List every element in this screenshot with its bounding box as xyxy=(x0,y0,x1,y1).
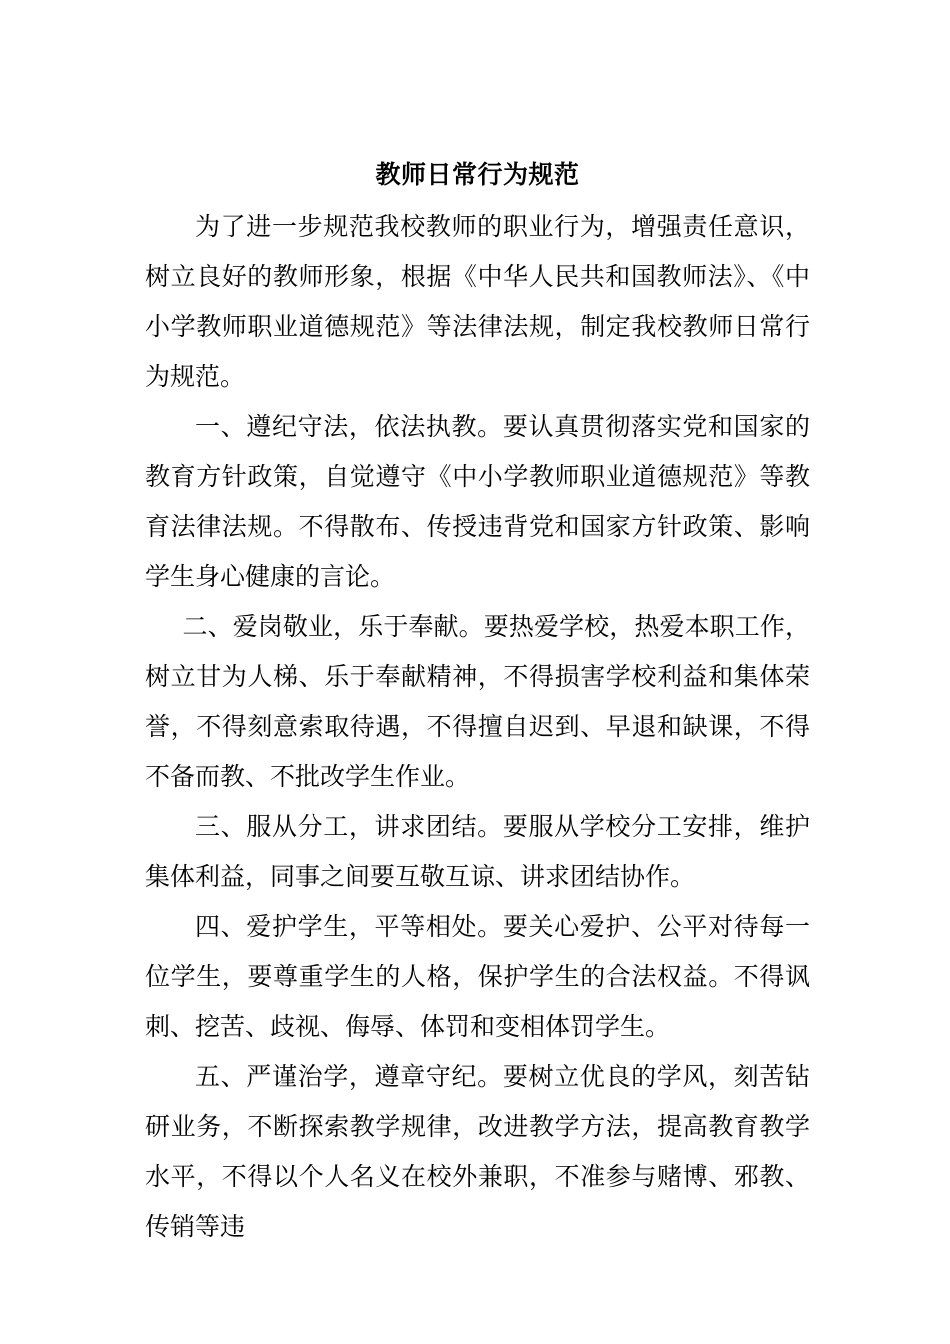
rule-5-paragraph: 五、严谨治学，遵章守纪。要树立优良的学风，刻苦钻研业务，不断探索教学规律，改进教学方法，提高教育教学水平，不得以个人名义在校外兼职，不准参与赌博、邪教、传销等违 xyxy=(145,1062,810,1241)
rule-3-paragraph: 三、服从分工，讲求团结。要服从学校分工安排，维护集体利益，同事之间要互敬互谅、讲求团结协作。 xyxy=(145,812,810,891)
rule-4-paragraph: 四、爱护学生，平等相处。要关心爱护、公平对待每一位学生，要尊重学生的人格，保护学生的合法权益。不得讽刺、挖苦、歧视、侮辱、体罚和变相体罚学生。 xyxy=(145,912,810,1041)
document-title: 教师日常行为规范 xyxy=(375,160,580,189)
rule-2-paragraph: 二、爱岗敬业，乐于奉献。要热爱学校，热爱本职工作，树立甘为人梯、乐于奉献精神，不得损害学校利益和集体荣誉，不得刻意索取待遇，不得擅自迟到、早退和缺课，不得不备而教、不批改学生作业。 xyxy=(145,612,810,791)
intro-paragraph: 为了进一步规范我校教师的职业行为，增强责任意识，树立良好的教师形象，根据《中华人民共和国教师法》、《中小学教师职业道德规范》等法律法规，制定我校教师日常行为规范。 xyxy=(145,212,810,391)
document-body xyxy=(145,150,810,1252)
rule-1-paragraph: 一、遵纪守法，依法执教。要认真贯彻落实党和国家的教育方针政策，自觉遵守《中小学教师职业道德规范》等教育法律法规。不得散布、传授违背党和国家方针政策、影响学生身心健康的言论。 xyxy=(145,412,810,591)
